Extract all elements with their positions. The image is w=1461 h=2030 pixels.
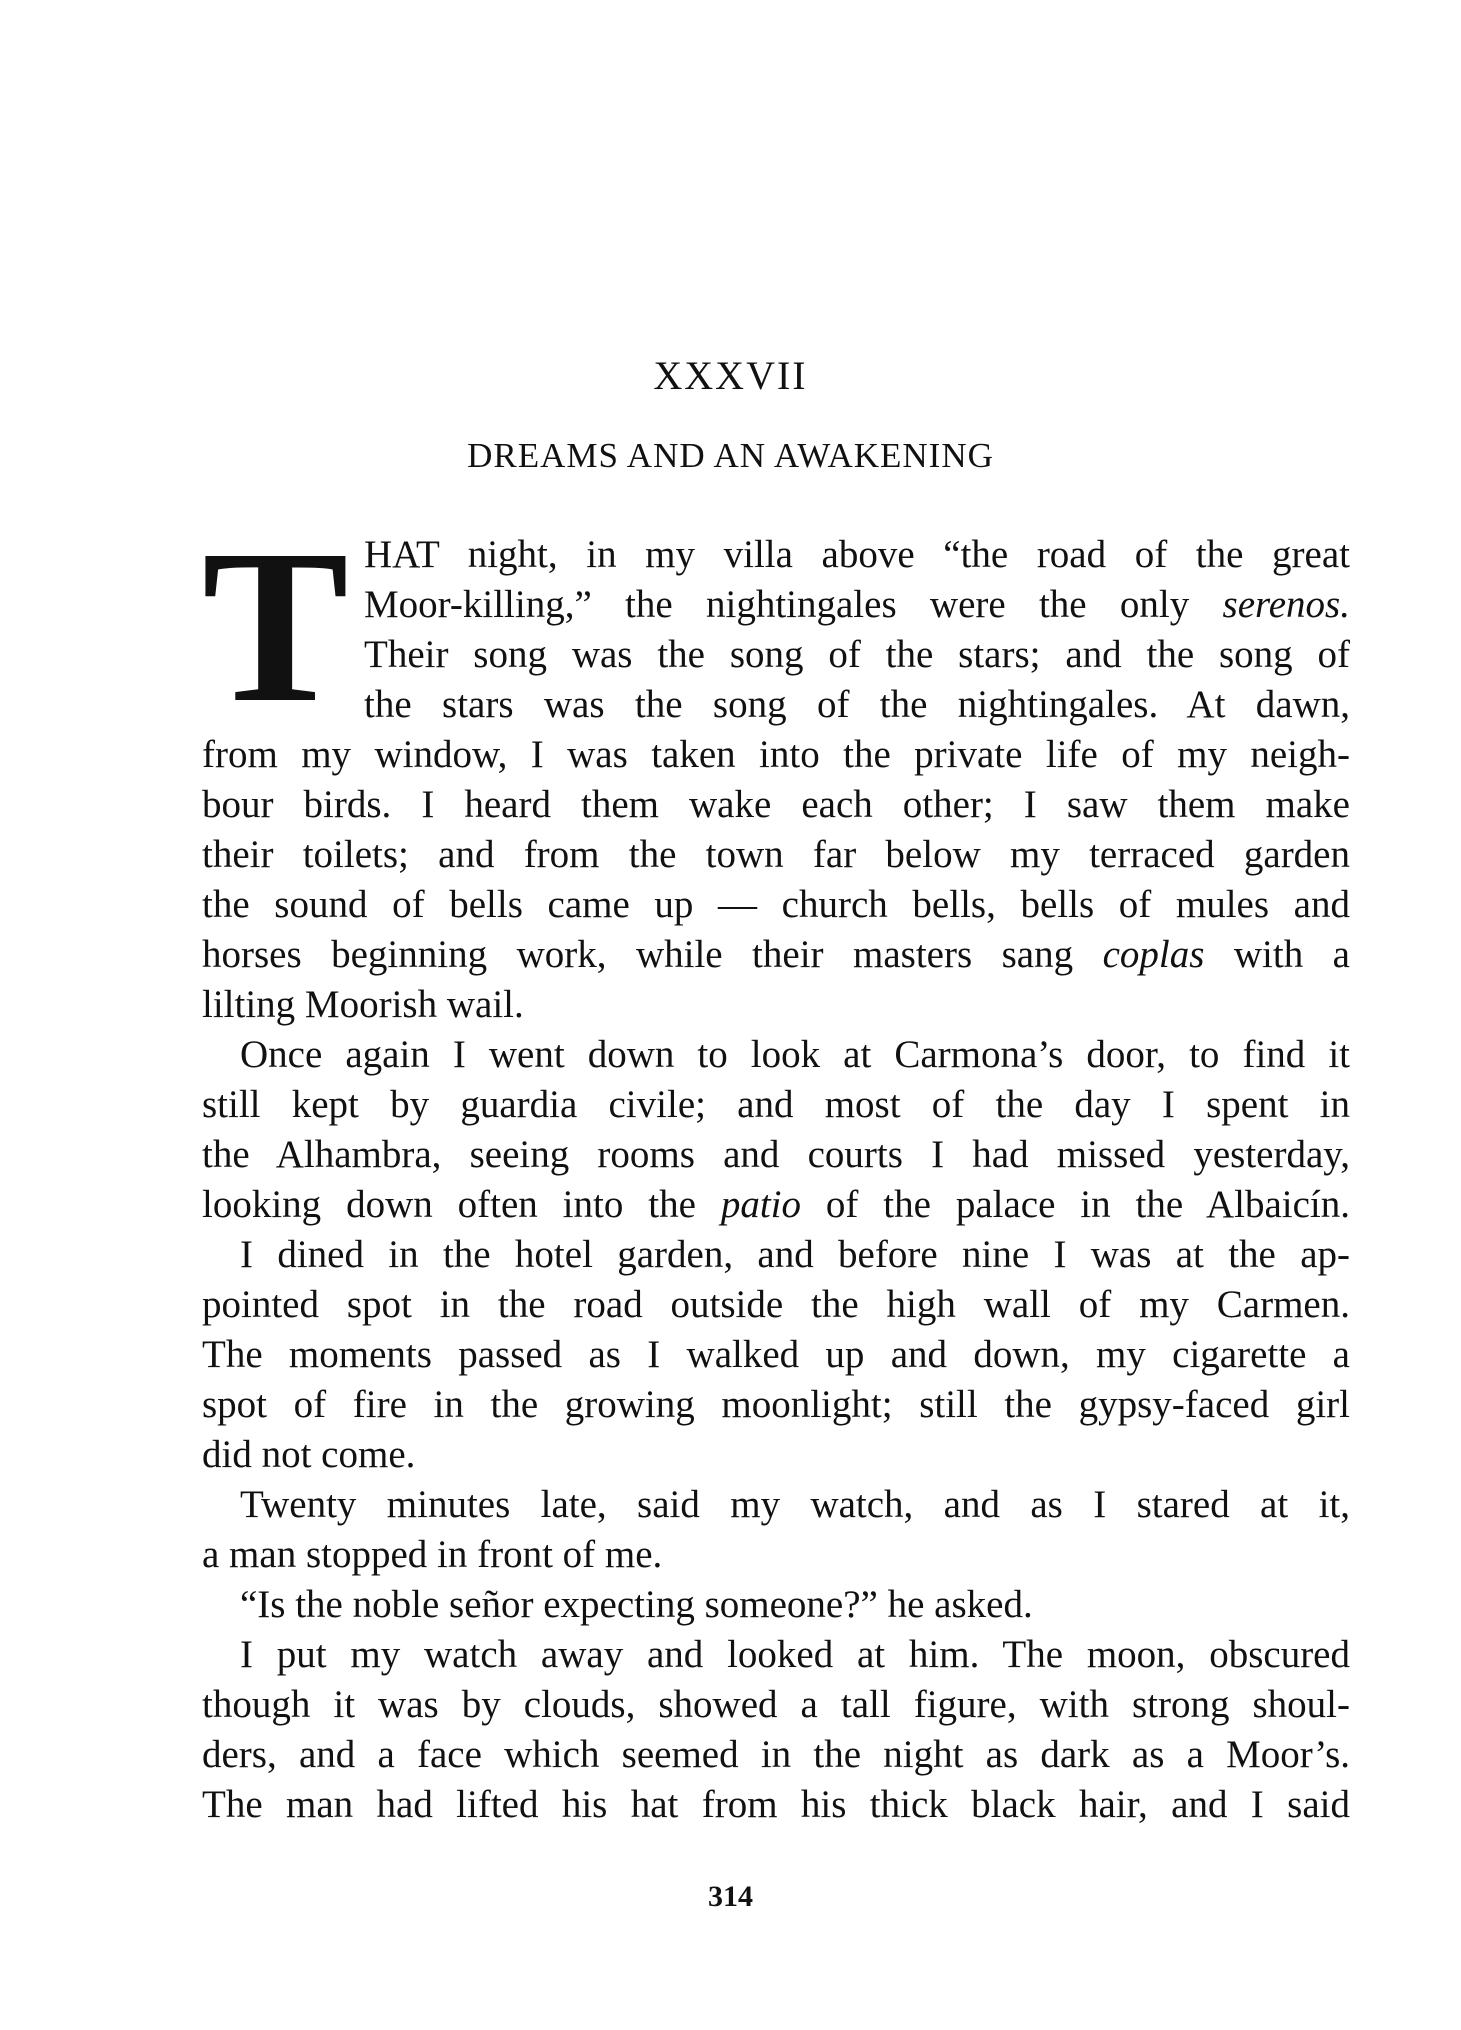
text-line: the Alhambra, seeing rooms and courts I had missed yesterday, bbox=[202, 1133, 1350, 1176]
text-line: though it was by clouds, showed a tall figure, with strong shoul- bbox=[202, 1683, 1350, 1726]
text-line: Twenty minutes late, said my watch, and as I stared at it, bbox=[240, 1483, 1350, 1526]
text-line: spot of fire in the growing moonlight; still the gypsy-faced girl bbox=[202, 1383, 1350, 1426]
text-line: the stars was the song of the nightingales. At dawn, bbox=[364, 683, 1350, 726]
text-line: horses beginning work, while their masters sang coplas with a bbox=[202, 933, 1350, 976]
text-line: ders, and a face which seemed in the night as dark as a Moor’s. bbox=[202, 1733, 1350, 1776]
text-line: “Is the noble señor expecting someone?” he asked. bbox=[240, 1583, 1033, 1626]
text-line: looking down often into the patio of the palace in the Albaicín. bbox=[202, 1183, 1350, 1226]
text-line: the sound of bells came up — church bells, bells of mules and bbox=[202, 883, 1350, 926]
page-number: 314 bbox=[708, 1880, 753, 1913]
italic-word: coplas bbox=[1102, 933, 1205, 976]
text-line: bour birds. I heard them wake each other; I saw them make bbox=[202, 783, 1350, 826]
paragraph-1 bbox=[202, 530, 1350, 1030]
text-line: I put my watch away and looked at him. The moon, obscured bbox=[240, 1633, 1350, 1676]
paragraph-2 bbox=[202, 1030, 1350, 1230]
text-line: HAT night, in my villa above “the road of the great bbox=[364, 533, 1350, 576]
text-line: pointed spot in the road outside the high wall of my Carmen. bbox=[202, 1283, 1350, 1326]
italic-word: serenos. bbox=[1222, 583, 1350, 626]
chapter-number: XXXVII bbox=[653, 353, 808, 398]
italic-word: patio bbox=[720, 1183, 801, 1226]
text-line: The moments passed as I walked up and down, my cigarette a bbox=[202, 1333, 1350, 1376]
paragraph-4 bbox=[202, 1480, 1350, 1580]
text-line: still kept by guardia civile; and most of the day I spent in bbox=[202, 1083, 1350, 1126]
paragraph-3 bbox=[202, 1230, 1350, 1480]
body-text bbox=[202, 516, 1350, 1830]
text-line: from my window, I was taken into the private life of my neigh- bbox=[202, 733, 1350, 776]
text-line: Once again I went down to look at Carmona’s door, to find it bbox=[240, 1033, 1350, 1076]
paragraph-5 bbox=[202, 1580, 1350, 1630]
text-line: Moor-killing,” the nightingales were the only serenos. bbox=[364, 583, 1350, 626]
text-line: lilting Moorish wail. bbox=[202, 983, 524, 1026]
drop-cap: T bbox=[202, 516, 349, 706]
paragraph-6 bbox=[202, 1630, 1350, 1830]
text-line: their toilets; and from the town far below my terraced garden bbox=[202, 833, 1350, 876]
text-line: Their song was the song of the stars; and the song of bbox=[364, 633, 1350, 676]
chapter-title: DREAMS AND AN AWAKENING bbox=[467, 436, 994, 475]
text-line: I dined in the hotel garden, and before nine I was at the ap- bbox=[240, 1233, 1350, 1276]
text-line: did not come. bbox=[202, 1433, 416, 1476]
text-line: The man had lifted his hat from his thick black hair, and I said bbox=[202, 1783, 1350, 1826]
text-line: a man stopped in front of me. bbox=[202, 1533, 663, 1576]
